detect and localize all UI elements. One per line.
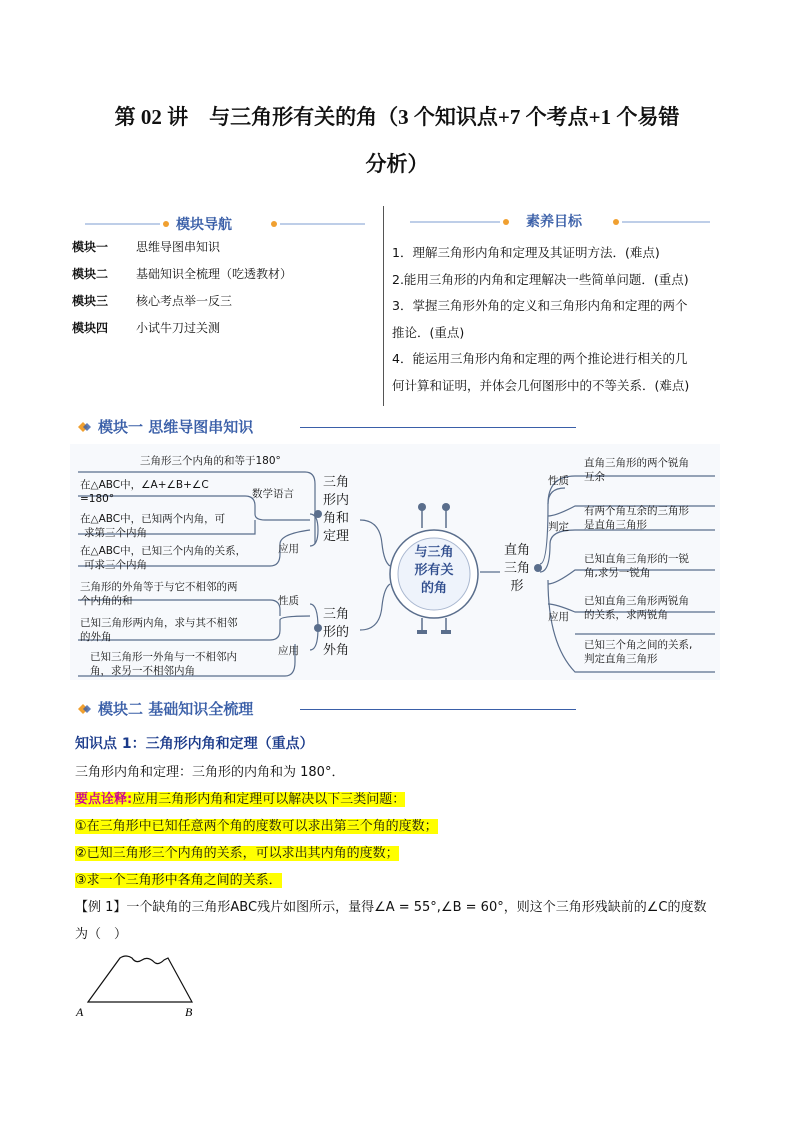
- leaf-l5b: 个内角的和: [80, 595, 133, 607]
- mindmap-center-1: 与三角: [414, 545, 454, 560]
- label-apply-1: 应用: [278, 543, 299, 555]
- example-line-1: 【例 1】一个缺角的三角形ABC残片如图所示，量得∠A = 55°,∠B = 60°，则这个三角形残缺前的∠C的度数: [75, 900, 707, 915]
- goals-list: [392, 240, 732, 399]
- leaf-r2b: 是直角三角形: [584, 519, 647, 531]
- example-line-2: 为（ ）: [75, 927, 128, 942]
- nav-item-key: 模块四: [72, 321, 109, 335]
- leaf-l1: 三角形三个内角的和等于180°: [140, 455, 281, 467]
- goal-line: 2.能用三角形的内角和定理解决一些简单问题．(重点): [392, 271, 689, 287]
- label-right-judge: 判定: [548, 521, 569, 533]
- leaf-r4b: 的关系，求两锐角: [584, 609, 668, 621]
- label-right-apply: 应用: [548, 611, 569, 623]
- module2-rule: [300, 709, 576, 710]
- nav-item-text: 核心考点举一反三: [136, 294, 233, 308]
- leaf-r3b: 角,求另一锐角: [584, 567, 651, 579]
- inner-branch-4: 定理: [322, 529, 350, 544]
- module1-title: 模块一 思维导图串知识: [98, 418, 254, 436]
- leaf-l4b: 可求三个内角: [84, 559, 147, 571]
- leaf-r5b: 判定直角三角形: [584, 653, 658, 665]
- leaf-l6b: 的外角: [80, 631, 112, 643]
- inner-branch-1: 三角: [322, 475, 350, 490]
- goal-line: 4．能运用三角形内角和定理的两个推论进行相关的几: [392, 351, 688, 366]
- nav-item[interactable]: [72, 315, 372, 342]
- label-math-language: 数学语言: [252, 488, 294, 500]
- use-2: ②已知三角形三个内角的关系，可以求出其内角的度数；: [75, 846, 399, 861]
- leaf-l2a: 在△ABC中，∠A+∠B+∠C: [80, 479, 209, 491]
- nav-item-text: 思维导图串知识: [136, 240, 221, 254]
- kp1-body: [75, 759, 725, 948]
- leaf-r2a: 有两个角互余的三角形: [584, 505, 689, 517]
- tip-label: 要点诠释:: [75, 792, 133, 807]
- nav-item[interactable]: [72, 234, 372, 261]
- diamond-icon: [74, 700, 94, 718]
- leaf-r3a: 已知直角三角形的一锐: [584, 553, 689, 565]
- nav-list: [72, 234, 372, 342]
- module1-rule: [300, 427, 576, 428]
- leaf-r5a: 已知三个角之间的关系,: [584, 639, 693, 651]
- nav-item-key: 模块三: [72, 294, 109, 308]
- outer-branch-2: 形的: [322, 625, 350, 640]
- right-branch-2: 三角: [503, 561, 531, 576]
- goals-heading: 素养目标: [526, 214, 582, 230]
- right-branch-3: 形: [510, 579, 524, 594]
- leaf-r1b: 互余: [584, 471, 605, 483]
- leaf-r4a: 已知直角三角形两锐角: [584, 595, 689, 607]
- mindmap: [70, 444, 720, 680]
- leaf-l5a: 三角形的外角等于与它不相邻的两: [80, 581, 238, 593]
- leaf-l6a: 已知三角形两内角，求与其不相邻: [80, 617, 238, 629]
- nav-item-text: 小试牛刀过关测: [136, 321, 221, 335]
- label-right-nature: 性质: [548, 475, 569, 487]
- inner-branch-3: 角和: [322, 511, 350, 526]
- nav-item-key: 模块一: [72, 240, 109, 254]
- vertex-label-b: B: [185, 1005, 193, 1019]
- page-title: [60, 94, 734, 188]
- label-nature: 性质: [278, 595, 299, 607]
- mindmap-center-2: 形有关: [414, 563, 454, 578]
- column-divider: [383, 206, 384, 406]
- title-line-2: 分析）: [365, 152, 429, 176]
- nav-item[interactable]: [72, 261, 372, 288]
- leaf-l4a: 在△ABC中，已知三个内角的关系，: [80, 545, 247, 557]
- mindmap-center-3: 的角: [420, 581, 448, 596]
- theorem-text: 三角形内角和定理：三角形的内角和为 180°．: [75, 765, 345, 780]
- label-apply-2: 应用: [278, 645, 299, 657]
- diamond-icon: [74, 418, 94, 436]
- goal-line: 1．理解三角形内角和定理及其证明方法．(难点): [392, 245, 660, 260]
- inner-branch-2: 形内: [322, 493, 350, 508]
- use-1: ①在三角形中已知任意两个角的度数可以求出第三个角的度数；: [75, 819, 438, 834]
- nav-heading: 模块导航: [176, 217, 232, 233]
- tip-text: 应用三角形内角和定理可以解决以下三类问题：: [132, 792, 406, 807]
- nav-item-text: 基础知识全梳理（吃透教材）: [136, 267, 293, 281]
- title-line-1: 第 02 讲 与三角形有关的角（3 个知识点+7 个考点+1 个易错: [114, 105, 680, 129]
- leaf-l7b: 角，求另一不相邻内角: [90, 665, 195, 677]
- outer-branch-1: 三角: [322, 607, 350, 622]
- leaf-l3b: 求第三个内角: [84, 527, 147, 539]
- goal-line: 推论．(重点): [392, 324, 465, 340]
- broken-triangle-figure: [70, 950, 210, 1022]
- leaf-l2b: =180°: [80, 493, 115, 505]
- right-branch-1: 直角: [503, 543, 531, 558]
- leaf-l7a: 已知三角形一外角与一不相邻内: [90, 651, 237, 663]
- nav-item-key: 模块二: [72, 267, 109, 281]
- vertex-label-a: A: [76, 1005, 84, 1019]
- module2-title: 模块二 基础知识全梳理: [98, 700, 254, 718]
- leaf-r1a: 直角三角形的两个锐角: [584, 457, 689, 469]
- goal-line: 何计算和证明，并体会几何图形中的不等关系．(难点): [392, 377, 690, 393]
- kp1-title: 知识点 1：三角形内角和定理（重点）: [75, 736, 314, 752]
- goal-line: 3．掌握三角形外角的定义和三角形内角和定理的两个: [392, 298, 688, 313]
- outer-branch-3: 外角: [322, 643, 350, 658]
- nav-item[interactable]: [72, 288, 372, 315]
- use-3: ③求一个三角形中各角之间的关系．: [75, 873, 282, 888]
- leaf-l3a: 在△ABC中，已知两个内角，可: [80, 513, 226, 525]
